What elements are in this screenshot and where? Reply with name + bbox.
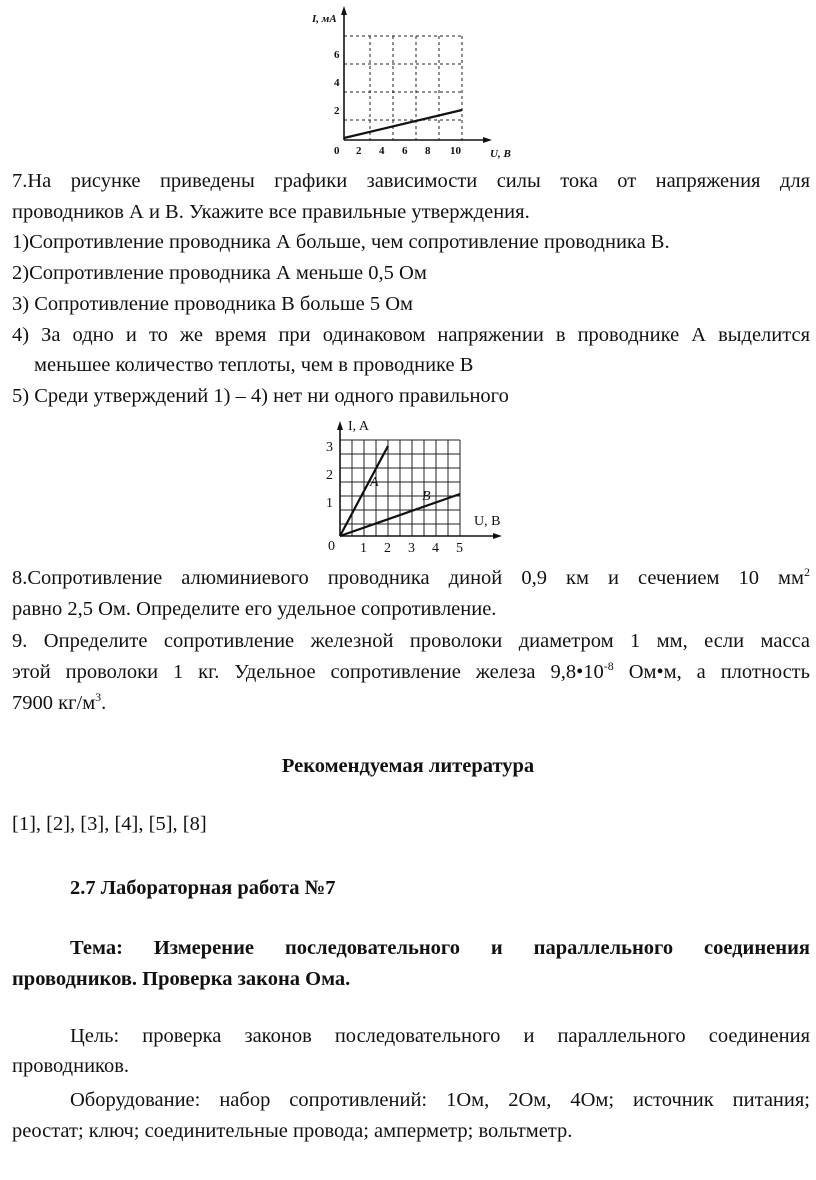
x-tick: 5: [456, 541, 463, 556]
q7-option-4-line1: 4) За одно и то же время при одинаковом напряжении в проводнике А выделится: [12, 324, 810, 346]
y-tick: 2: [326, 468, 333, 483]
q9-line3-sup: 3: [95, 690, 102, 704]
q9-line2: [12, 661, 810, 684]
x-tick: 4: [432, 541, 439, 556]
q8-line2: равно 2,5 Ом. Определите его удельное сопротивление.: [12, 598, 497, 620]
q9-line2-text-a: этой проволоки 1 кг. Удельное сопротивление железа 9,8•10: [12, 661, 604, 683]
y-tick: 2: [334, 105, 340, 117]
x-tick: 8: [425, 145, 431, 157]
q9-line3-text-a: 7900 кг/м: [12, 692, 96, 714]
q7-option-1: 1)Сопротивление проводника А больше, чем сопротивление проводника В.: [12, 231, 670, 253]
graph-current-voltage-ab: [312, 416, 522, 556]
q9-line2-sup: -8: [603, 659, 614, 673]
y-tick: 6: [334, 49, 340, 61]
x-tick: 0: [328, 539, 335, 554]
y-axis-label: I, A: [348, 419, 369, 434]
x-axis-label: U, B: [474, 514, 501, 529]
q8-line1-sup: 2: [804, 565, 810, 579]
y-axis-label: I, мА: [312, 13, 337, 25]
y-tick: 1: [326, 496, 333, 511]
y-tick: 4: [334, 77, 340, 89]
x-tick: 6: [402, 145, 408, 157]
q7-line1: 7.На рисунке приведены графики зависимости силы тока от напряжения для: [12, 170, 810, 192]
y-tick: 3: [326, 440, 333, 455]
lab-equipment-line2: реостат; ключ; соединительные провода; амперметр; вольтметр.: [12, 1120, 573, 1142]
q9-line2-text-b: Ом•м, а плотность: [613, 661, 810, 683]
label-b: B: [422, 489, 431, 504]
x-tick: 2: [384, 541, 391, 556]
lab-topic-line1: Тема: Измерение последовательного и параллельного соединения: [70, 937, 810, 959]
x-tick: 10: [450, 145, 461, 157]
q7-option-5: 5) Среди утверждений 1) – 4) нет ни одного правильного: [12, 385, 509, 407]
q9-line3-text-b: .: [101, 692, 107, 714]
x-tick: 3: [408, 541, 415, 556]
q8-line1-text: 8.Сопротивление алюминиевого проводника диной 0,9 км и сечением 10 мм: [12, 567, 804, 589]
x-tick: 0: [334, 145, 340, 157]
literature-refs: [1], [2], [3], [4], [5], [8]: [12, 813, 207, 835]
lab-equipment-line1: Оборудование: набор сопротивлений: 1Ом, 2Ом, 4Ом; источник питания;: [70, 1089, 810, 1111]
x-tick: 4: [379, 145, 385, 157]
x-tick: 2: [356, 145, 362, 157]
q8-line1: [12, 567, 810, 590]
q7-option-3: 3) Сопротивление проводника В больше 5 Ом: [12, 293, 414, 315]
lab-goal-line1: Цель: проверка законов последовательного и параллельного соединения: [70, 1025, 810, 1047]
x-tick: 1: [360, 541, 367, 556]
lab-title: 2.7 Лабораторная работа №7: [70, 877, 336, 899]
lab-goal-line2: проводников.: [12, 1055, 130, 1077]
graph-line: [344, 110, 462, 138]
lab-topic-line2: проводников. Проверка закона Ома.: [12, 968, 351, 990]
q9-line1: 9. Определите сопротивление железной проволоки диаметром 1 мм, если масса: [12, 630, 810, 652]
graph-current-ma-voltage: [300, 2, 530, 162]
q7-option-2: 2)Сопротивление проводника А меньше 0,5 Ом: [12, 262, 427, 284]
q7-option-4-line2: меньшее количество теплоты, чем в проводнике В: [34, 354, 474, 376]
q9-line3: [12, 692, 106, 715]
x-axis-label: U, B: [490, 148, 511, 160]
q7-line2: проводников А и В. Укажите все правильные утверждения.: [12, 201, 530, 223]
literature-heading: Рекомендуемая литература: [281, 755, 535, 777]
label-a: A: [370, 475, 379, 490]
